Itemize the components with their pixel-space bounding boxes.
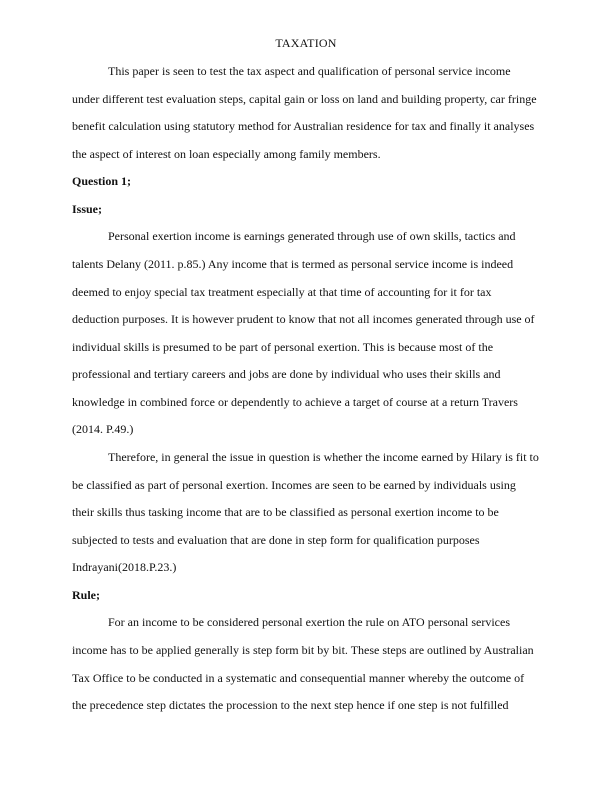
- rule-paragraph-line-3: Tax Office to be conducted in a systematic and consequential manner whereby the outcome of: [72, 671, 525, 685]
- issue-paragraph-2-line-1: Therefore, in general the issue in question is whether the income earned by Hilary is fit to: [108, 450, 539, 464]
- intro-line-3: benefit calculation using statutory method for Australian residence for tax and finally it analyses: [72, 119, 535, 133]
- issue-paragraph-2-line-3: their skills thus tasking income that are to be classified as personal exertion income to be: [72, 505, 499, 519]
- issue-paragraph-1-line-2: talents Delany (2011. p.85.) Any income that is termed as personal service income is indeed: [72, 257, 514, 271]
- issue-paragraph-1-line-5: individual skills is presumed to be part of personal exertion. This is because most of the: [72, 340, 494, 354]
- intro-line-2: under different test evaluation steps, capital gain or loss on land and building property, car fringe: [72, 92, 537, 106]
- rule-paragraph-line-4: the precedence step dictates the procession to the next step hence if one step is not fulfilled: [72, 698, 509, 712]
- issue-paragraph-2-line-2: be classified as part of personal exertion. Incomes are seen to be earned by individuals using: [72, 478, 516, 492]
- issue-paragraph-1-line-4: deduction purposes. It is however prudent to know that not all incomes generated through use of: [72, 312, 535, 326]
- issue-paragraph-1-line-1: Personal exertion income is earnings generated through use of own skills, tactics and: [108, 229, 516, 243]
- issue-paragraph-1-line-6: professional and tertiary careers and jobs are done by individual who uses their skills and: [72, 367, 501, 381]
- issue-paragraph-1-line-8: (2014. P.49.): [72, 422, 134, 436]
- issue-heading: Issue;: [72, 202, 103, 216]
- issue-paragraph-1-line-7: knowledge in combined force or dependently to achieve a target of course at a return Travers: [72, 395, 518, 409]
- rule-heading: Rule;: [72, 588, 100, 602]
- intro-line-4: the aspect of interest on loan especially among family members.: [72, 147, 381, 161]
- document-title: TAXATION: [275, 36, 337, 50]
- issue-paragraph-1-line-3: deemed to enjoy special tax treatment especially at that time of accounting for it for tax: [72, 285, 492, 299]
- issue-paragraph-2-line-4: subjected to tests and evaluation that are done in step form for qualification purposes: [72, 533, 480, 547]
- rule-paragraph-line-2: income has to be applied generally is step form bit by bit. These steps are outlined by Australian: [72, 643, 534, 657]
- issue-paragraph-2-line-5: Indrayani(2018.P.23.): [72, 560, 177, 574]
- intro-line-1: This paper is seen to test the tax aspect and qualification of personal service income: [108, 64, 511, 78]
- question-1-heading: Question 1;: [72, 174, 132, 188]
- rule-paragraph-line-1: For an income to be considered personal exertion the rule on ATO personal services: [108, 615, 510, 629]
